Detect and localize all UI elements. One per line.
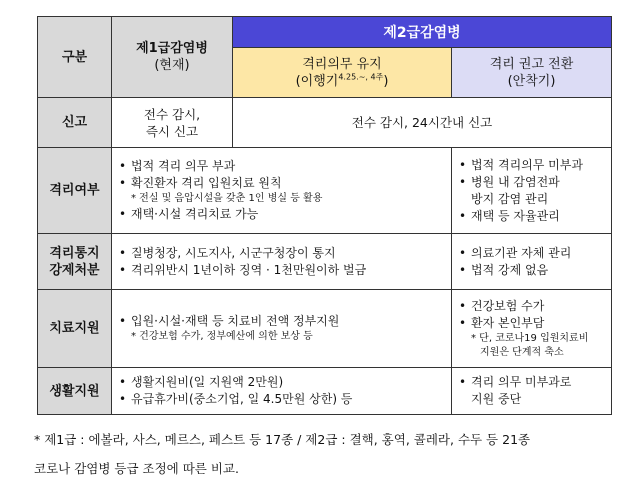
row-living <box>38 368 612 415</box>
list-note: * 단, 코로나19 입원치료비 <box>471 332 589 344</box>
switch-title: 격리 권고 전환 <box>489 56 574 72</box>
header-grade2 <box>233 17 612 48</box>
keep-subtitle <box>233 73 451 90</box>
row-isolation-label <box>38 148 112 234</box>
isolation-grade1 <box>112 148 452 234</box>
treatment-label: 치료지원 <box>49 321 100 336</box>
list-item: • 질병청장, 시도지사, 시군구청장이 통지 <box>118 245 451 262</box>
report-grade1 <box>112 98 233 148</box>
list-item: • 확진환자 격리 입원치료 원칙 <box>118 175 451 192</box>
comparison-table <box>37 16 612 415</box>
list-item: • 법적 격리 의무 부과 <box>118 158 451 175</box>
row-report-label <box>38 98 112 148</box>
living-switch <box>452 368 612 415</box>
living-grade1 <box>112 368 452 415</box>
notice-grade1 <box>112 234 452 290</box>
grade1-subtitle: (현재) <box>154 58 190 73</box>
header-keep-isolation <box>233 48 452 98</box>
list-item: • 병원 내 감염전파 <box>458 174 611 191</box>
list-item: • 입원·시설·재택 등 치료비 전액 정부지원 <box>118 313 451 330</box>
row-report <box>38 98 612 148</box>
row-living-label <box>38 368 112 415</box>
notice-switch <box>452 234 612 290</box>
list-item-continued: 지원 중단 <box>471 392 522 406</box>
list-item: • 법적 강제 없음 <box>458 262 611 279</box>
list-item: • 재택·시설 격리치료 가능 <box>118 206 451 223</box>
row-notice <box>38 234 612 290</box>
isolation-label: 격리여부 <box>49 183 100 198</box>
list-note: * 건강보험 수가, 정부예산에 의한 보상 등 <box>131 331 313 342</box>
list-note-continued: 지원은 단계적 축소 <box>480 346 564 358</box>
list-item: • 유급휴가비(중소기업, 일 4.5만원 상한) 등 <box>118 391 451 408</box>
list-item-continued: 방지 감염 관리 <box>471 191 549 206</box>
report-grade1-line1: 전수 감시, <box>143 106 201 122</box>
list-item: • 의료기관 자체 관리 <box>458 245 611 262</box>
report-grade2 <box>233 98 612 148</box>
list-note: * 전실 및 음압시설을 갖춘 1인 병실 등 활용 <box>131 193 323 204</box>
header-switch-recommend <box>452 48 612 98</box>
report-grade1-line2: 즉시 신고 <box>145 123 199 139</box>
list-item: • 건강보험 수가 <box>458 298 611 315</box>
keep-sup-text: 4.25.~, 4주 <box>338 72 384 82</box>
header-category-label: 구분 <box>61 49 88 65</box>
report-label: 신고 <box>61 115 88 130</box>
row-notice-label <box>38 234 112 290</box>
header-grade1 <box>112 17 233 98</box>
treatment-grade1 <box>112 290 452 368</box>
list-item: • 격리위반시 1년이하 징역 · 1천만원이하 벌금 <box>118 262 451 279</box>
grade2-title: 제2급감염병 <box>383 25 461 41</box>
notice-label-line2: 강제처분 <box>49 262 100 278</box>
row-treatment <box>38 290 612 368</box>
footnote-line1: * 제1급 : 에볼라, 사스, 메르스, 페스트 등 17종 / 제2급 : 결핵, 홍역, 콜레라, 수두 등 21종 <box>34 432 531 447</box>
keep-sub-close: ) <box>383 73 389 89</box>
list-item: • 법적 격리의무 미부과 <box>458 157 611 174</box>
footnote-line2: 코로나 감염병 등급 조정에 따른 비교. <box>34 461 239 476</box>
grade1-title: 제1급감염병 <box>136 41 208 56</box>
header-category <box>38 17 112 98</box>
switch-subtitle: (안착기) <box>507 73 556 89</box>
list-item: • 환자 본인부담 <box>458 315 611 332</box>
keep-title: 격리의무 유지 <box>302 56 382 72</box>
keep-sub-text: (이행기 <box>295 73 339 89</box>
notice-label-line1: 격리통지 <box>49 245 100 261</box>
living-label: 생활지원 <box>49 383 100 399</box>
row-isolation <box>38 148 612 234</box>
list-item: • 재택 등 자율관리 <box>458 208 611 225</box>
report-grade2-text: 전수 감시, 24시간내 신고 <box>351 115 493 130</box>
list-item: • 생활지원비(일 지원액 2만원) <box>118 374 451 391</box>
list-item: • 격리 의무 미부과로 <box>458 374 611 391</box>
isolation-switch <box>452 148 612 234</box>
row-treatment-label <box>38 290 112 368</box>
treatment-switch <box>452 290 612 368</box>
